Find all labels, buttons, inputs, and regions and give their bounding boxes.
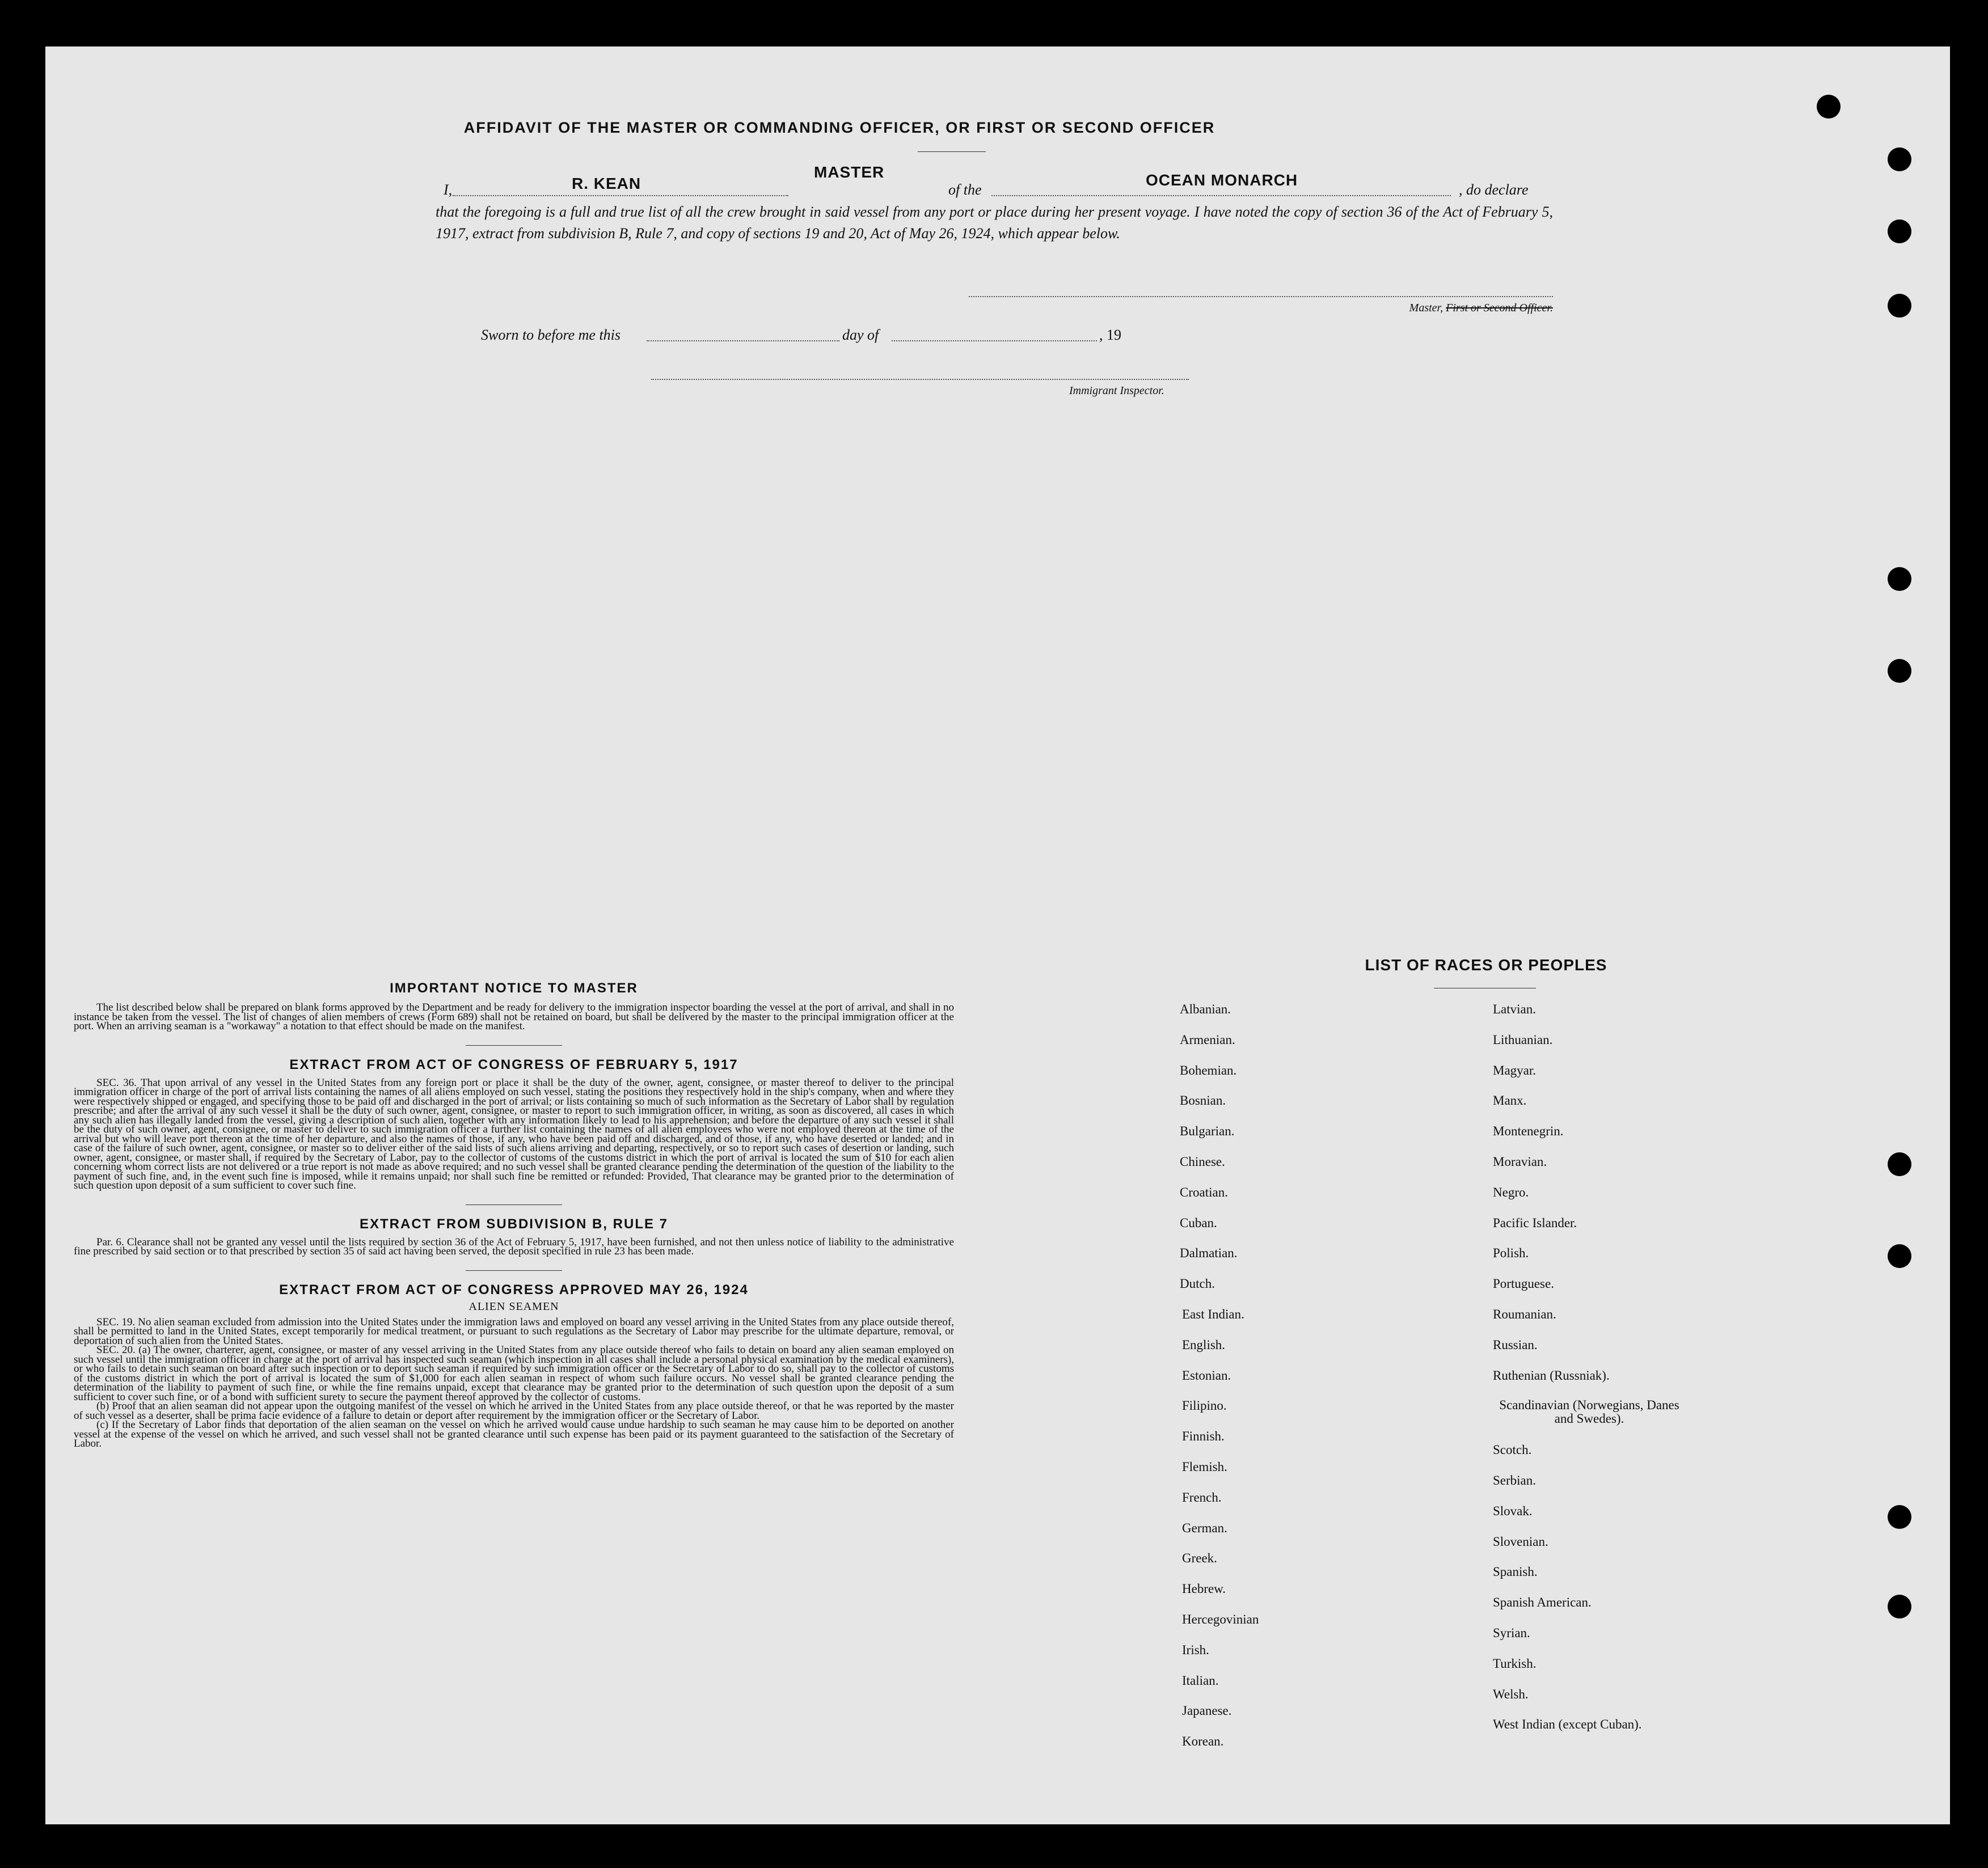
- race-item: Roumanian.: [1493, 1307, 1556, 1321]
- punch-hole: [1888, 1152, 1911, 1176]
- race-item: Scotch.: [1493, 1443, 1532, 1457]
- signature-label: Master, First or Second Officer.: [1409, 302, 1553, 314]
- race-item: Dutch.: [1180, 1277, 1215, 1291]
- race-item: Finnish.: [1182, 1429, 1225, 1443]
- race-item: Lithuanian.: [1493, 1033, 1553, 1047]
- title-rule: [918, 151, 986, 152]
- race-item: Italian.: [1182, 1673, 1219, 1688]
- race-item: Welsh.: [1493, 1687, 1529, 1701]
- race-item: Filipino.: [1182, 1398, 1227, 1413]
- race-item: Bulgarian.: [1180, 1124, 1235, 1138]
- day-of-label: day of: [842, 327, 879, 343]
- inspector-line: [651, 379, 1189, 380]
- race-item: Bohemian.: [1180, 1063, 1237, 1077]
- affidavit-body: that the foregoing is a full and true list of all the crew brought in said vessel from any port or place during her present voyage. I have noted the copy of section 36 of the Act of February 5, 1917, extract from subdivision B, Rule 7, and copy of sections 19 and 20, Act of May 26, 1924, which appear below.: [436, 204, 1553, 242]
- race-item: Hercegovinian: [1182, 1612, 1259, 1626]
- race-item: Spanish American.: [1493, 1595, 1592, 1609]
- rule7-title: EXTRACT FROM SUBDIVISION B, RULE 7: [359, 1216, 669, 1232]
- race-item: Irish.: [1182, 1643, 1209, 1657]
- master-name: R. KEAN: [572, 175, 641, 192]
- race-item: Scandinavian (Norwegians, Danes and Swedes).: [1499, 1398, 1679, 1426]
- race-item: Cuban.: [1180, 1216, 1217, 1230]
- inspector-label: Immigrant Inspector.: [1069, 384, 1164, 397]
- document-sheet: [45, 47, 1950, 1824]
- race-item: Flemish.: [1182, 1460, 1227, 1474]
- races-title: LIST OF RACES OR PEOPLES: [1365, 956, 1607, 974]
- race-item: Japanese.: [1182, 1704, 1232, 1718]
- section-20a-text: SEC. 20. (a) The owner, charterer, agent, consignee, or master of any vessel arriving in the United States from any place outside thereof who fails to detain on board any alien seaman employed on such vessel until the immigration officer in charge at the port of arrival has inspected such seaman (which inspection in all cases shall include a personal physical examination by the medical examiners), or who fails to detain such seaman on board after such inspection or to deport such seaman if required by such immigration officer or the Secretary of Labor to do so, shall pay to the collector of customs of the customs district in which the port of arrival is located the sum of $1,000 for each alien seaman in respect of whom such failure occurs. No vessel shall be granted clearance pending the determination of the liability to payment of such fine, or while the fine remains unpaid, except that clearance may be granted prior to the determination of such question upon the deposit of a sum sufficient to cover such fine, or of a bond with sufficient surety to secure the payment thereof approved by the collector of customs.: [74, 1344, 954, 1403]
- vessel-name: OCEAN MONARCH: [1146, 171, 1298, 189]
- race-item: Armenian.: [1180, 1033, 1235, 1047]
- section-20b-text: (b) Proof that an alien seaman did not appear upon the outgoing manifest of the vessel on which he arrived in the United States from any place outside thereof, or that he was reported by the master of such vessel as a deserter, shall be prima facie evidence of a failure to detain or deport after requirement by the immigration officer or the Secretary of Labor.: [74, 1400, 954, 1422]
- race-item: Magyar.: [1493, 1063, 1537, 1077]
- notice-text: The list described below shall be prepared on blank forms approved by the Department and be ready for delivery to the immigration inspector boarding the vessel at the port of arrival, and shall in no instance be taken from the vessel. The list of changes of alien members of crews (Form 689) shall not be retained on board, but shall be delivered by the master to the principal immigration officer at the port. When an arriving seaman is a "workaway" a notation to that effect should be made on the manifest.: [74, 1001, 954, 1032]
- vessel-line: [991, 195, 1451, 196]
- race-item: Russian.: [1493, 1338, 1538, 1352]
- race-item: Ruthenian (Russniak).: [1493, 1368, 1610, 1383]
- name-line: [453, 195, 788, 196]
- race-item: West Indian (except Cuban).: [1493, 1717, 1642, 1731]
- race-item: Korean.: [1182, 1734, 1224, 1748]
- race-item: Estonian.: [1182, 1368, 1231, 1383]
- race-item: East Indian.: [1182, 1307, 1244, 1321]
- signature-line: [969, 296, 1553, 297]
- sworn-label: Sworn to before me this: [481, 327, 621, 343]
- i-label: I,: [444, 181, 453, 198]
- race-item: English.: [1182, 1338, 1226, 1352]
- race-item: Portuguese.: [1493, 1277, 1554, 1291]
- race-item: Moravian.: [1493, 1155, 1547, 1169]
- race-item: Manx.: [1493, 1093, 1527, 1108]
- punch-hole: [1888, 1595, 1911, 1618]
- year-label: , 19: [1099, 327, 1121, 343]
- punch-hole: [1888, 219, 1911, 243]
- punch-hole: [1888, 147, 1911, 171]
- section-19-text: SEC. 19. No alien seaman excluded from admission into the United States under the immigration laws and employed on board any vessel arriving in the United States from any place outside thereof, shall be permitted to land in the United States, except temporarily for medical treatment, or pursuant to such regulations as the Secretary of Labor may prescribe for the ultimate departure, removal, or deportation of such alien from the United States.: [74, 1316, 954, 1347]
- notice-title: IMPORTANT NOTICE TO MASTER: [390, 981, 638, 996]
- of-the-label: of the: [948, 181, 982, 198]
- race-item: Slovak.: [1493, 1504, 1533, 1518]
- sworn-day-line: [647, 340, 839, 341]
- race-item: Montenegrin.: [1493, 1124, 1564, 1138]
- do-declare-label: , do declare: [1459, 181, 1529, 198]
- race-item: French.: [1182, 1490, 1222, 1504]
- extract-1917-title: EXTRACT FROM ACT OF CONGRESS OF FEBRUARY 5, 1917: [289, 1056, 738, 1072]
- rule7-text: Par. 6. Clearance shall not be granted any vessel until the lists required by section 36 of the Act of February 5, 1917, have been furnished, and not then unless notice of liability to the administrative fine prescribed by said section or to that prescribed by section 35 of said act having been served, the deposit specified in rule 23 has been made.: [74, 1236, 954, 1257]
- race-item: Hebrew.: [1182, 1582, 1226, 1596]
- extract-1917-text: SEC. 36. That upon arrival of any vessel in the United States from any foreign port or place it shall be the duty of the owner, agent, consignee, or master thereof to deliver to the principal immigration officer in charge of the port of arrival lists containing the names of all aliens employed on such vessel, stating the positions they respectively hold in the ship's company, when and where they were respectively shipped or engaged, and specifying those to be paid off and discharged in the port of arrival; or lists containing so much of such information as the Secretary of Labor shall by regulation prescribe; and after the arrival of any such vessel it shall be the duty of such owner, agent, consignee, or master to report to such immigration officer, in writing, as soon as discovered, all cases in which any such alien has illegally landed from the vessel, giving a description of such alien, together with any information likely to lead to his apprehension; and before the departure of any such vessel it shall be the duty of such owner, agent, consignee, or master to deliver to such immigration officer a further list containing the names of all alien employees who were not employed thereon at the time of the arrival but who will leave port thereon at the time of her departure, and also the names of those, if any, who have been paid off and discharged, and of those, if any, who have deserted or landed; and in case of the failure of such owner, agent, consignee, or master so to deliver either of the said lists of such aliens arriving and departing, respectively, or so to report such cases of desertion or landing, such owner, agent, consignee, or master shall, if required by the Secretary of Labor, pay to the collector of customs of the customs district in which the port of arrival is located the sum of $10 for each alien concerning whom correct lists are not delivered or a true report is not made as above required; and no such vessel shall be granted clearance pending the determination of the question of the liability to the payment of such fine, and, in the event such fine is imposed, while it remains unpaid; nor shall such fine be remitted or refunded: Provided, That clearance may be granted prior to the determination of such question upon deposit of a sum sufficient to cover such fine.: [74, 1076, 954, 1191]
- race-item: Pacific Islander.: [1493, 1216, 1577, 1230]
- race-item: Chinese.: [1180, 1155, 1225, 1169]
- race-item: Bosnian.: [1180, 1093, 1226, 1108]
- race-item: Spanish.: [1493, 1565, 1538, 1579]
- extract-1924-title: EXTRACT FROM ACT OF CONGRESS APPROVED MAY 26, 1924: [279, 1282, 749, 1298]
- race-item: Syrian.: [1493, 1626, 1530, 1640]
- extract-1924-subtitle: ALIEN SEAMEN: [468, 1300, 559, 1313]
- punch-hole: [1888, 1505, 1911, 1529]
- race-item: Albanian.: [1180, 1002, 1231, 1016]
- race-item: Dalmatian.: [1180, 1246, 1238, 1260]
- race-item: Greek.: [1182, 1551, 1217, 1565]
- race-item: Polish.: [1493, 1246, 1529, 1260]
- section-20c-text: (c) If the Secretary of Labor finds that deportation of the alien seaman on the vessel on which he arrived would cause undue hardship to such seaman he may cause him to be deported on another vessel at the expense of the vessel on which he arrived, and such vessel shall not be granted clearance until such expense has been paid or its payment guaranteed to the satisfaction of the Secretary of Labor.: [74, 1419, 954, 1449]
- race-item: Turkish.: [1493, 1656, 1537, 1671]
- master-rank: MASTER: [814, 163, 885, 181]
- punch-hole: [1888, 294, 1911, 318]
- punch-hole: [1888, 659, 1911, 683]
- punch-hole: [1888, 567, 1911, 591]
- race-item: Negro.: [1493, 1185, 1529, 1199]
- punch-hole: [1888, 1244, 1911, 1268]
- race-item: Serbian.: [1493, 1473, 1537, 1487]
- race-item: Latvian.: [1493, 1002, 1536, 1016]
- race-item: Croatian.: [1180, 1185, 1228, 1199]
- punch-hole: [1817, 95, 1841, 119]
- divider: [466, 1270, 562, 1271]
- divider: [466, 1045, 562, 1046]
- race-item: Slovenian.: [1493, 1535, 1548, 1549]
- race-item: German.: [1182, 1521, 1227, 1535]
- affidavit-title: AFFIDAVIT OF THE MASTER OR COMMANDING OFFICER, OR FIRST OR SECOND OFFICER: [463, 119, 1215, 136]
- sworn-month-line: [892, 340, 1097, 341]
- left-column: [74, 981, 954, 1449]
